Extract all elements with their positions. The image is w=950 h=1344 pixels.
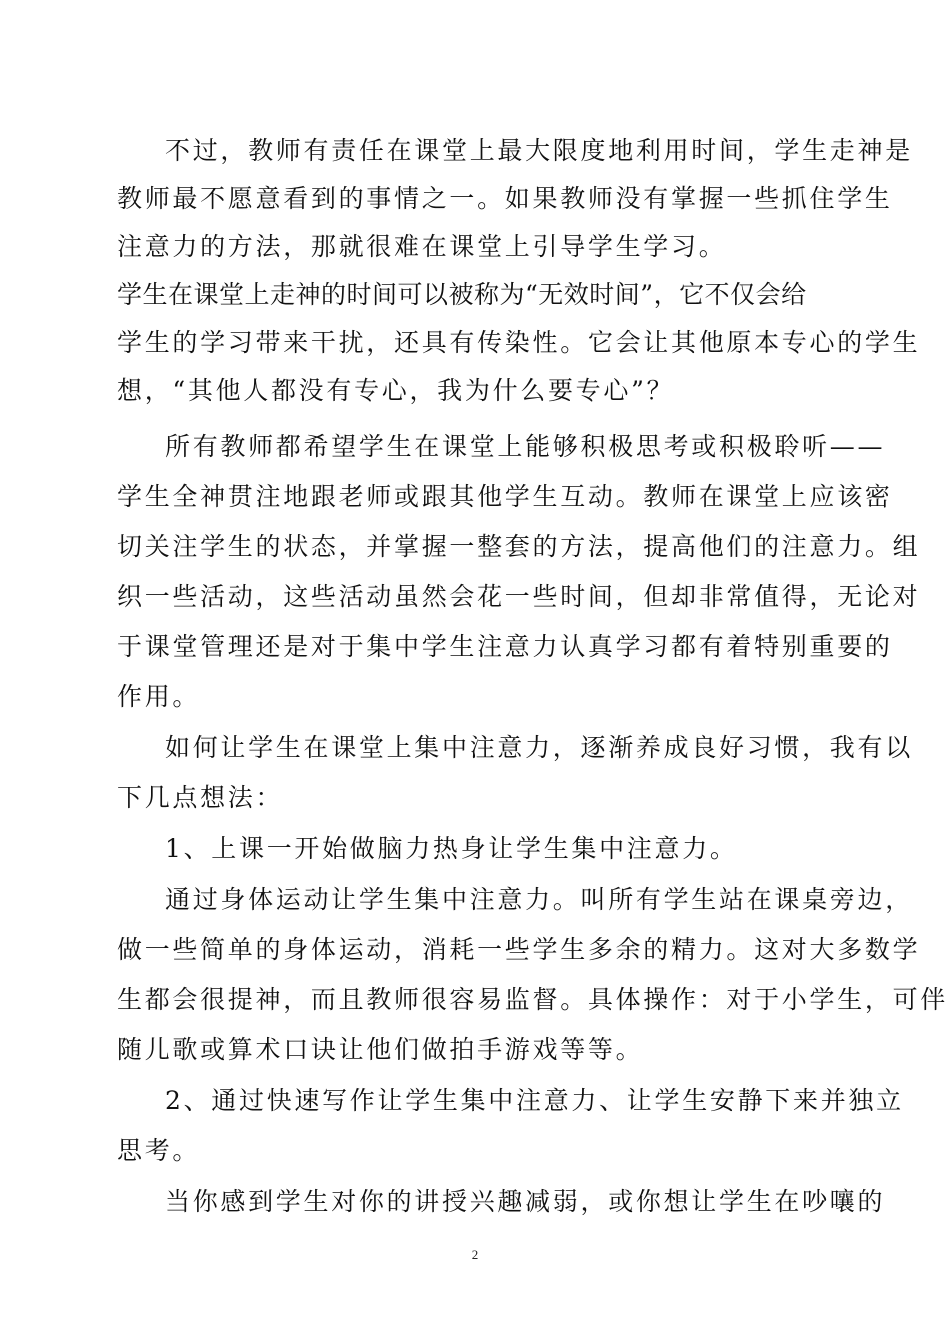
text-line: 作用。 [117, 682, 201, 711]
text-line: 通过身体运动让学生集中注意力。叫所有学生站在课桌旁边， [165, 885, 913, 914]
text-line: 1、上课一开始做脑力热身让学生集中注意力。 [165, 834, 738, 863]
text-line: 注意力的方法，那就很难在课堂上引导学生学习。 [117, 232, 727, 261]
text-line: 当你感到学生对你的讲授兴趣减弱，或你想让学生在吵嚷的 [165, 1187, 886, 1216]
text-line: 思考。 [117, 1136, 201, 1165]
text-line: 教师最不愿意看到的事情之一。如果教师没有掌握一些抓住学生 [117, 184, 893, 213]
text-line: 所有教师都希望学生在课堂上能够积极思考或积极聆听—— [165, 432, 886, 461]
text-line: 2、通过快速写作让学生集中注意力、让学生安静下来并独立 [165, 1086, 904, 1115]
text-line: 如何让学生在课堂上集中注意力，逐渐养成良好习惯，我有以 [165, 733, 913, 762]
text-line: 学生在课堂上走神的时间可以被称为“无效时间”，它不仅会给 [117, 280, 807, 309]
text-line: 做一些简单的身体运动，消耗一些学生多余的精力。这对大多数学 [117, 935, 921, 964]
text-line: 于课堂管理还是对于集中学生注意力认真学习都有着特别重要的 [117, 632, 893, 661]
text-line: 织一些活动，这些活动虽然会花一些时间，但却非常值得，无论对 [117, 582, 921, 611]
text-line: 生都会很提神，而且教师很容易监督。具体操作：对于小学生，可伴 [117, 985, 949, 1014]
text-line: 学生全神贯注地跟老师或跟其他学生互动。教师在课堂上应该密 [117, 482, 893, 511]
text-line: 随儿歌或算术口诀让他们做拍手游戏等等。 [117, 1035, 644, 1064]
text-line: 下几点想法： [117, 783, 284, 812]
text-line: 切关注学生的状态，并掌握一整套的方法，提高他们的注意力。组 [117, 532, 921, 561]
page-number: 2 [471, 1247, 479, 1262]
text-line: 学生的学习带来干扰，还具有传染性。它会让其他原本专心的学生 [117, 328, 921, 357]
text-line: 不过，教师有责任在课堂上最大限度地利用时间，学生走神是 [165, 136, 913, 165]
text-line: 想，“其他人都没有专心，我为什么要专心”？ [117, 376, 675, 405]
